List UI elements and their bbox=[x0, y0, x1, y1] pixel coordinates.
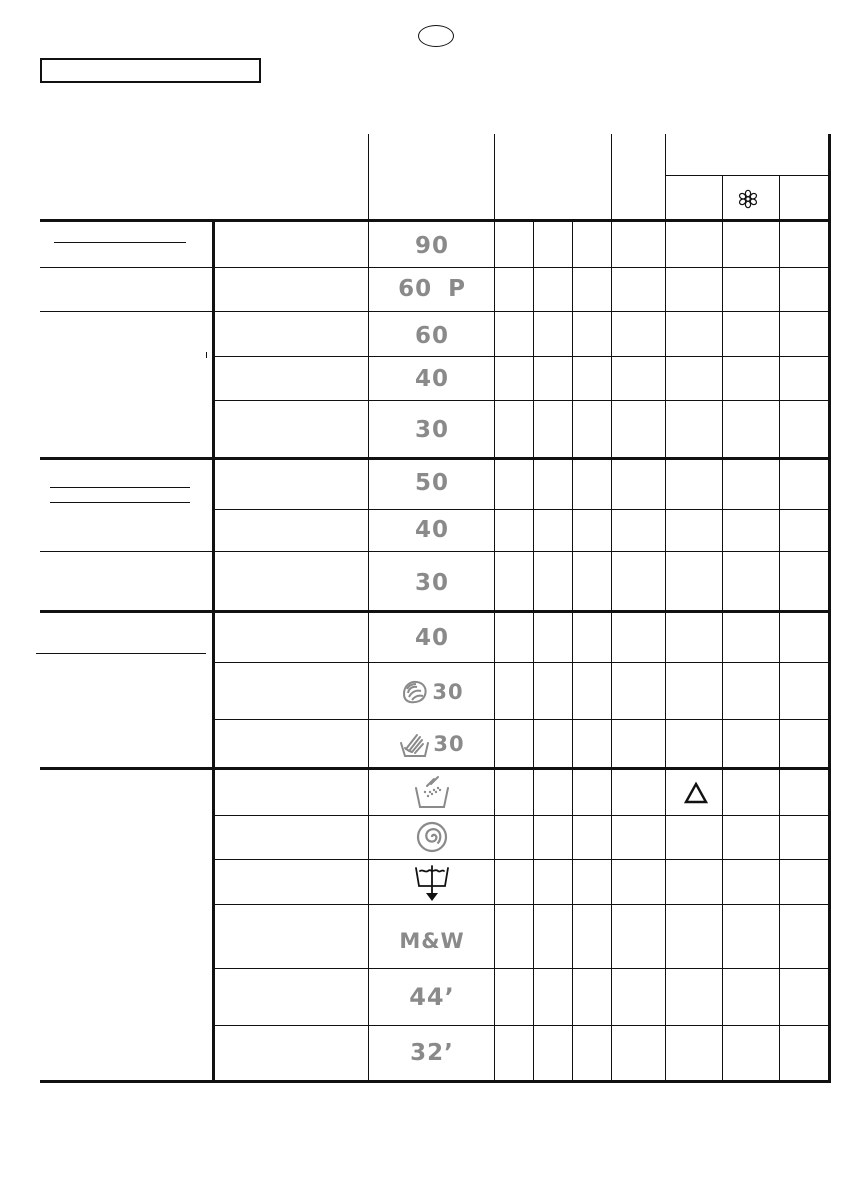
col-divider bbox=[572, 221, 573, 1082]
row-rule bbox=[40, 311, 830, 312]
programme-label: 44’ bbox=[409, 983, 455, 1011]
programme-spin bbox=[370, 816, 494, 858]
row-rule bbox=[212, 509, 830, 510]
col-divider bbox=[494, 134, 495, 1082]
programme-label: 40 bbox=[414, 625, 449, 651]
programme-mw bbox=[370, 916, 494, 966]
group-rule bbox=[40, 610, 831, 613]
programme-rinse bbox=[370, 770, 494, 814]
row-rule bbox=[212, 968, 830, 969]
programme-label: 30 bbox=[414, 570, 449, 596]
programme-44min bbox=[370, 972, 494, 1022]
programme-60 bbox=[370, 314, 494, 358]
bottom-rule bbox=[40, 1080, 831, 1083]
header-subdivider bbox=[665, 175, 829, 176]
programme-label: 30 bbox=[433, 732, 465, 756]
row-rule bbox=[212, 400, 830, 401]
header-rule bbox=[40, 219, 831, 222]
row-rule bbox=[212, 904, 830, 905]
col-divider bbox=[533, 221, 534, 1082]
col-divider bbox=[611, 134, 612, 1082]
rinse-icon bbox=[413, 774, 451, 810]
spin-icon bbox=[415, 820, 449, 854]
programme-wool-30 bbox=[370, 668, 494, 716]
programme-90 bbox=[370, 226, 494, 266]
programme-30 bbox=[370, 405, 494, 455]
programme-label: 90 bbox=[414, 233, 449, 259]
row-rule bbox=[212, 859, 830, 860]
programme-label: 32’ bbox=[410, 1040, 454, 1066]
country-code-oval bbox=[418, 25, 454, 47]
row-rule bbox=[212, 1025, 830, 1026]
programme-label: M&W bbox=[399, 929, 465, 953]
programme-60p bbox=[370, 268, 494, 310]
programme-40-synthetic bbox=[370, 510, 494, 550]
programme-label: 40 bbox=[414, 517, 449, 543]
drain-icon bbox=[413, 862, 451, 902]
col-divider-right bbox=[828, 134, 831, 1082]
category-underline bbox=[36, 653, 206, 654]
category-underline bbox=[50, 487, 190, 488]
programme-32min bbox=[370, 1028, 494, 1078]
programme-label: 40 bbox=[414, 366, 449, 392]
col-divider bbox=[368, 134, 369, 1082]
category-underline bbox=[54, 242, 186, 243]
programme-suffix: P bbox=[448, 276, 466, 302]
programme-50 bbox=[370, 460, 494, 506]
col-divider bbox=[212, 221, 215, 1082]
wool-icon bbox=[400, 678, 430, 706]
row-rule bbox=[212, 662, 830, 663]
row-rule bbox=[40, 551, 830, 552]
row-rule bbox=[212, 815, 830, 816]
section-title-box bbox=[40, 58, 261, 83]
hand-wash-icon bbox=[399, 729, 431, 759]
programme-40 bbox=[370, 358, 494, 400]
programme-drain bbox=[370, 860, 494, 904]
tick-mark bbox=[206, 352, 207, 358]
flower-icon bbox=[738, 189, 758, 209]
col-divider bbox=[665, 134, 666, 1082]
programme-30-synthetic bbox=[370, 558, 494, 608]
row-rule bbox=[212, 356, 830, 357]
programme-label: 50 bbox=[414, 470, 449, 496]
programme-label: 30 bbox=[414, 417, 449, 443]
programme-label: 30 bbox=[432, 680, 464, 704]
row-rule bbox=[212, 719, 830, 720]
programme-40-delicate bbox=[370, 616, 494, 660]
programme-label: 60 bbox=[398, 276, 433, 302]
programme-label: 60 bbox=[414, 323, 449, 349]
category-underline bbox=[50, 502, 190, 503]
triangle-warning-icon bbox=[684, 782, 708, 804]
programme-handwash-30 bbox=[370, 722, 494, 766]
